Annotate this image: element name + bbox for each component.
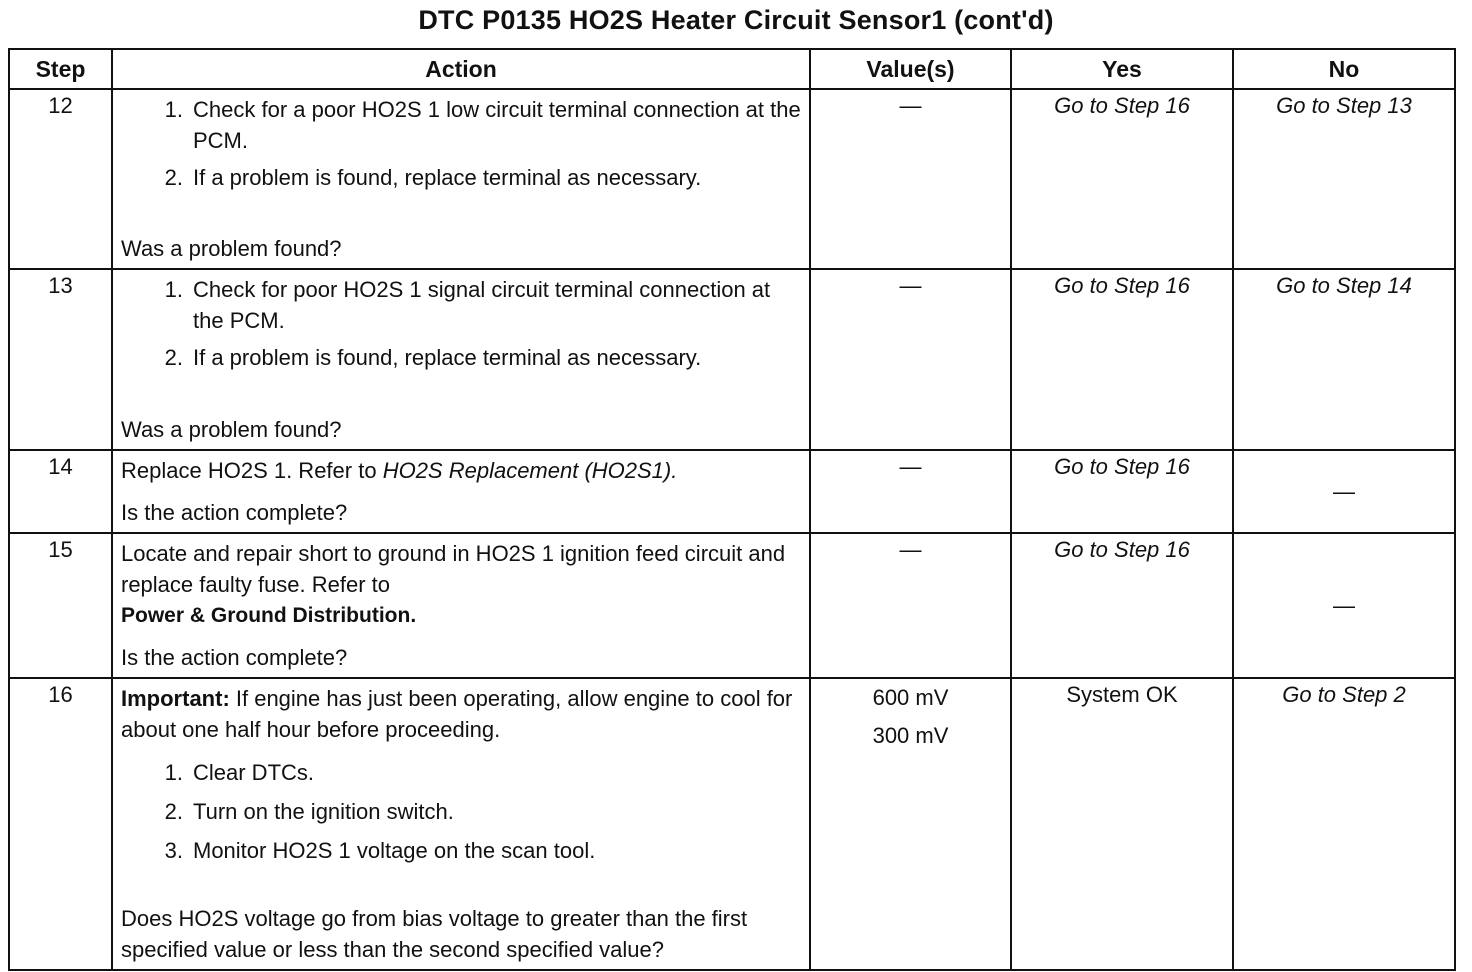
value-cell: [810, 678, 1011, 970]
header-no: No: [1233, 49, 1455, 89]
list-item: 1. Clear DTCs.: [164, 760, 315, 785]
action-text: Replace HO2S 1. Refer to HO2S Replacement (HO2S1).: [121, 458, 678, 483]
action-question: Is the action complete?: [121, 500, 348, 525]
yes-cell: [1011, 533, 1233, 678]
reference-link: HO2S Replacement (HO2S1).: [382, 458, 678, 483]
page-title: DTC P0135 HO2S Heater Circuit Sensor1 (cont'd): [418, 5, 1054, 35]
important-note: Important: If engine has just been operating, allow engine to cool for about one half hour before proceeding.: [121, 686, 793, 742]
list-item: 2. Turn on the ignition switch.: [164, 799, 454, 824]
action-question: Is the action complete?: [121, 645, 348, 670]
important-label: Important:: [121, 686, 230, 711]
reference-link: Power & Ground Distribution.: [121, 604, 417, 627]
action-cell: [112, 89, 810, 269]
no-cell: [1233, 678, 1455, 970]
step-number: 13: [9, 269, 112, 450]
diagnostic-table: [8, 48, 1456, 971]
yes-cell: [1011, 450, 1233, 533]
value-cell: —: [810, 533, 1011, 678]
header-yes: Yes: [1011, 49, 1233, 89]
step-number: 14: [9, 450, 112, 533]
header-row: [9, 49, 1455, 89]
list-item: 2. If a problem is found, replace terminal as necessary.: [164, 165, 702, 190]
action-question: Does HO2S voltage go from bias voltage to greater than the first specified value or less than the second specified value?: [121, 906, 748, 962]
no-link: Go to Step 13: [1276, 93, 1412, 118]
table-row-step-15: [9, 533, 1455, 678]
yes-link: Go to Step 16: [1054, 454, 1190, 479]
list-item: 1. Check for a poor HO2S 1 low circuit terminal connection at the PCM.: [164, 97, 801, 153]
yes-link: Go to Step 16: [1054, 537, 1190, 562]
header-step: Step: [9, 49, 112, 89]
list-item: 2. If a problem is found, replace terminal as necessary.: [164, 345, 702, 370]
action-cell: [112, 450, 810, 533]
header-values: Value(s): [810, 49, 1011, 89]
header-action: Action: [112, 49, 810, 89]
action-cell: [112, 533, 810, 678]
no-link: Go to Step 2: [1282, 682, 1406, 707]
action-cell: [112, 269, 810, 450]
yes-link: Go to Step 16: [1054, 273, 1190, 298]
step-number: 12: [9, 89, 112, 269]
no-cell: [1233, 269, 1455, 450]
yes-cell: [1011, 678, 1233, 970]
no-cell: [1233, 89, 1455, 269]
table-row-step-16: [9, 678, 1455, 970]
action-question: Was a problem found?: [121, 417, 342, 442]
list-item: 1. Check for poor HO2S 1 signal circuit terminal connection at the PCM.: [164, 277, 771, 333]
action-question: Was a problem found?: [121, 236, 342, 261]
action-text: Locate and repair short to ground in HO2S 1 ignition feed circuit and replace faulty fuse. Refer to: [121, 541, 786, 597]
yes-link: Go to Step 16: [1054, 93, 1190, 118]
table-row-step-14: [9, 450, 1455, 533]
step-number: 15: [9, 533, 112, 678]
action-cell: [112, 678, 810, 970]
step-number: 16: [9, 678, 112, 970]
yes-result: System OK: [1066, 682, 1178, 707]
value-cell: —: [810, 89, 1011, 269]
value-second: 300 mV: [872, 723, 949, 748]
no-cell: —: [1233, 533, 1455, 678]
yes-cell: [1011, 89, 1233, 269]
list-item: 3. Monitor HO2S 1 voltage on the scan tool.: [164, 838, 596, 863]
value-cell: —: [810, 269, 1011, 450]
no-cell: —: [1233, 450, 1455, 533]
table-row-step-12: [9, 89, 1455, 269]
value-first: 600 mV: [872, 685, 949, 710]
table-row-step-13: [9, 269, 1455, 450]
value-cell: —: [810, 450, 1011, 533]
no-link: Go to Step 14: [1276, 273, 1412, 298]
yes-cell: [1011, 269, 1233, 450]
